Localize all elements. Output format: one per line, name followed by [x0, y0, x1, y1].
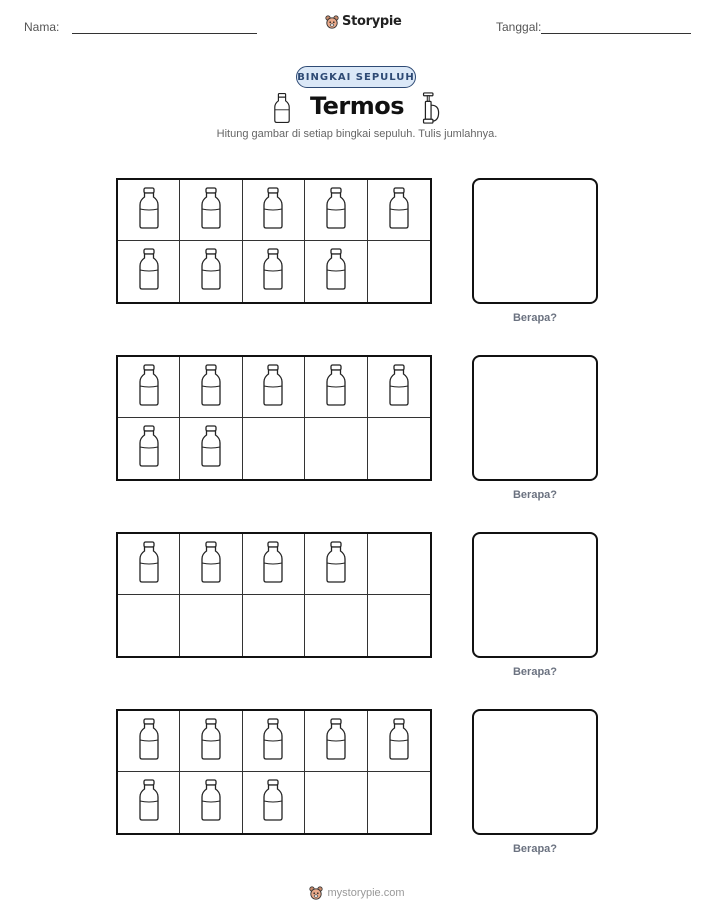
instructions: Hitung gambar di setiap bingkai sepuluh. Tulis jumlahnya. — [216, 128, 498, 140]
bottle-icon — [325, 248, 347, 295]
frame-cell — [368, 418, 430, 479]
bottle-icon — [388, 718, 410, 765]
bottle-icon — [262, 718, 284, 765]
date-field[interactable] — [541, 33, 691, 34]
bear-logo-icon — [325, 15, 339, 29]
bottle-icon — [200, 425, 222, 472]
answer-label: Berapa? — [512, 666, 558, 678]
bottle-icon — [200, 718, 222, 765]
bottle-icon — [200, 364, 222, 411]
bottle-icon — [138, 187, 160, 234]
frame-cell — [305, 418, 367, 479]
frame-cell — [305, 357, 367, 418]
frame-cell — [305, 772, 367, 833]
frame-cell — [243, 357, 305, 418]
ten-frame — [116, 355, 432, 481]
frame-cell — [368, 357, 430, 418]
page-title: Termos — [309, 92, 405, 120]
frame-cell — [368, 595, 430, 656]
frame-cell — [118, 534, 180, 595]
frame-cell — [243, 241, 305, 302]
frame-cell — [180, 711, 242, 772]
answer-box[interactable] — [472, 532, 598, 658]
brand — [325, 14, 402, 29]
frame-cell — [305, 180, 367, 241]
frame-cell — [118, 241, 180, 302]
frame-cell — [243, 418, 305, 479]
frame-cell — [243, 595, 305, 656]
ten-frame — [116, 178, 432, 304]
footer — [0, 886, 714, 900]
header — [0, 14, 714, 42]
bottle-icon — [200, 248, 222, 295]
frame-cell — [118, 595, 180, 656]
brand-name: Storypie — [342, 14, 402, 29]
bottle-icon — [262, 541, 284, 588]
answer-label: Berapa? — [512, 489, 558, 501]
name-field[interactable] — [72, 33, 257, 34]
answer-label: Berapa? — [512, 843, 558, 855]
frame-cell — [305, 241, 367, 302]
ten-frame — [116, 532, 432, 658]
answer-box[interactable] — [472, 178, 598, 304]
frame-cell — [180, 241, 242, 302]
frame-cell — [118, 772, 180, 833]
frame-cell — [368, 534, 430, 595]
footer-url[interactable]: mystorypie.com — [327, 887, 405, 899]
frame-cell — [180, 772, 242, 833]
ten-frame — [116, 709, 432, 835]
bottle-icon — [138, 541, 160, 588]
frame-cell — [180, 534, 242, 595]
bottle-icon — [325, 364, 347, 411]
frame-cell — [118, 711, 180, 772]
frame-cell — [118, 357, 180, 418]
frame-cell — [118, 180, 180, 241]
answer-box[interactable] — [472, 355, 598, 481]
frame-cell — [368, 772, 430, 833]
bottle-icon — [262, 187, 284, 234]
frame-cell — [243, 772, 305, 833]
bottle-icon — [325, 718, 347, 765]
frame-cell — [305, 711, 367, 772]
bottle-icon — [262, 248, 284, 295]
frame-cell — [368, 711, 430, 772]
frame-cell — [305, 534, 367, 595]
bottle-icon — [138, 364, 160, 411]
title-row — [0, 90, 714, 128]
bottle-icon — [200, 779, 222, 826]
bottle-icon — [325, 541, 347, 588]
frame-cell — [243, 180, 305, 241]
frame-cell — [180, 418, 242, 479]
bottle-icon — [388, 364, 410, 411]
frame-cell — [180, 180, 242, 241]
frame-cell — [118, 418, 180, 479]
frame-cell — [243, 534, 305, 595]
bottle-icon — [138, 779, 160, 826]
frame-cell — [180, 595, 242, 656]
bottle-icon — [262, 779, 284, 826]
bottle-icon — [200, 541, 222, 588]
bear-logo-icon — [309, 886, 323, 900]
frame-cell — [305, 595, 367, 656]
bottle-icon — [262, 364, 284, 411]
pump-icon — [421, 92, 443, 124]
frame-cell — [368, 241, 430, 302]
bottle-icon — [138, 248, 160, 295]
bottle-icon — [138, 425, 160, 472]
bottle-icon — [325, 187, 347, 234]
frame-cell — [243, 711, 305, 772]
frame-cell — [180, 357, 242, 418]
name-label: Nama: — [24, 20, 60, 34]
bottle-icon — [200, 187, 222, 234]
category-badge: BINGKAI SEPULUH — [296, 66, 416, 88]
frame-cell — [368, 180, 430, 241]
bottle-icon — [138, 718, 160, 765]
answer-label: Berapa? — [512, 312, 558, 324]
date-label: Tanggal: — [496, 20, 542, 34]
answer-box[interactable] — [472, 709, 598, 835]
bottle-icon — [388, 187, 410, 234]
